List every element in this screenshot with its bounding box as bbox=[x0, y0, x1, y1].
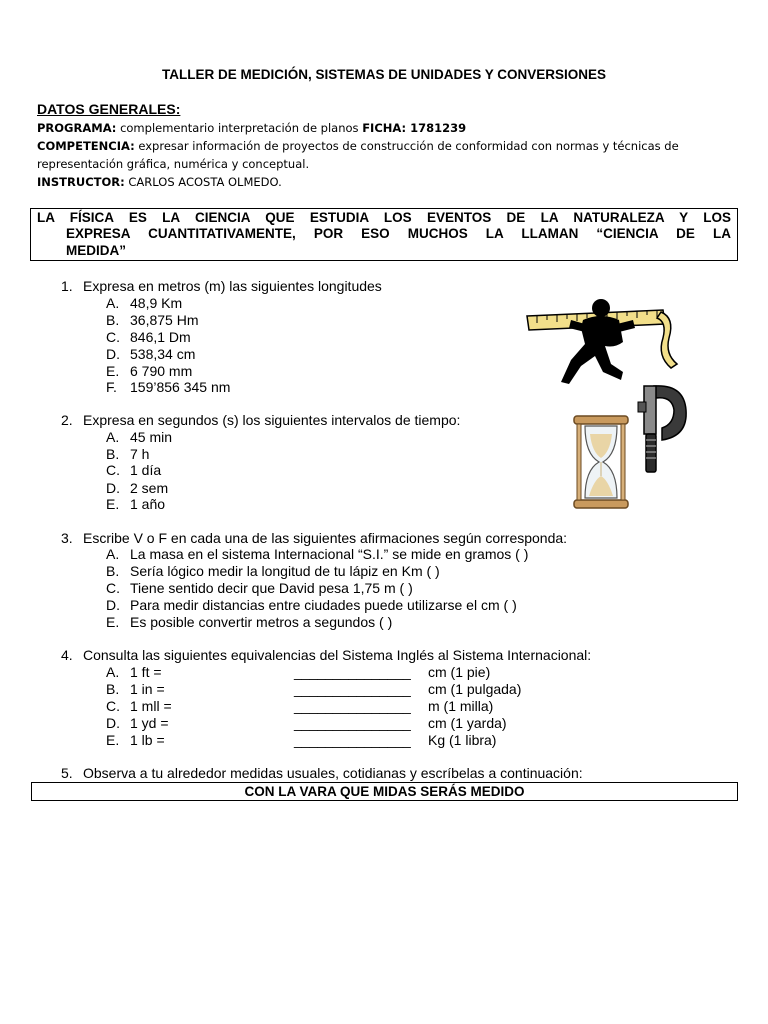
option-text: 1 mll = bbox=[130, 698, 172, 714]
question-2 bbox=[61, 412, 460, 428]
option-text: 36,875 Hm bbox=[130, 312, 199, 328]
answer-blank: _______________ bbox=[294, 698, 411, 714]
answer-blank: _______________ bbox=[294, 732, 411, 748]
question-text: Expresa en metros (m) las siguientes longitudes bbox=[83, 278, 382, 294]
question-number: 4. bbox=[61, 647, 73, 663]
option-letter: A. bbox=[106, 664, 120, 680]
option-text: La masa en el sistema Internacional “S.I.” se mide en gramos ( ) bbox=[130, 546, 529, 562]
option-letter: C. bbox=[106, 698, 120, 714]
option-letter: E. bbox=[106, 614, 120, 630]
question-text: Escribe V o F en cada una de las siguientes afirmaciones según corresponda: bbox=[83, 530, 568, 546]
definition-line-2: EXPRESA CUANTITATIVAMENTE, POR ESO MUCHOS LA LLAMAN “CIENCIA DE LA bbox=[66, 226, 731, 241]
option-text: 846,1 Dm bbox=[130, 329, 191, 345]
question-text: Observa a tu alrededor medidas usuales, cotidianas y escríbelas a continuación: bbox=[83, 765, 583, 781]
option-letter: A. bbox=[106, 295, 120, 311]
question-3 bbox=[61, 530, 567, 546]
motto-box: CON LA VARA QUE MIDAS SERÁS MEDIDO bbox=[31, 782, 738, 801]
option-letter: A. bbox=[106, 546, 120, 562]
option-text: 1 yd = bbox=[130, 715, 169, 731]
definition-line-3: MEDIDA” bbox=[66, 243, 126, 258]
option-letter: E. bbox=[106, 363, 120, 379]
option-text: 7 h bbox=[130, 446, 150, 462]
ficha-label: FICHA: 1781239 bbox=[362, 121, 467, 135]
hourglass-icon bbox=[572, 414, 630, 510]
instructor-line bbox=[37, 173, 737, 191]
competencia-text: expresar información de proyectos de construcción de conformidad con normas y técnicas de bbox=[138, 139, 679, 153]
question-number: 3. bbox=[61, 530, 73, 546]
option-text: Sería lógico medir la longitud de tu lápiz en Km ( ) bbox=[130, 563, 440, 579]
option-letter: D. bbox=[106, 715, 120, 731]
option-unit: m (1 milla) bbox=[428, 698, 494, 714]
option-letter: F. bbox=[106, 379, 117, 395]
option-letter: E. bbox=[106, 732, 120, 748]
option-letter: B. bbox=[106, 563, 120, 579]
question-number: 5. bbox=[61, 765, 73, 781]
person-carrying-tape-measure-icon bbox=[523, 298, 683, 390]
competencia-label: COMPETENCIA: bbox=[37, 139, 135, 153]
option-letter: C. bbox=[106, 462, 120, 478]
option-text: 45 min bbox=[130, 429, 173, 445]
document-title: TALLER DE MEDICIÓN, SISTEMAS DE UNIDADES Y CONVERSIONES bbox=[161, 67, 607, 82]
question-number: 2. bbox=[61, 412, 73, 428]
option-text: Es posible convertir metros a segundos ( ) bbox=[130, 614, 393, 630]
answer-blank: _______________ bbox=[294, 664, 411, 680]
question-4 bbox=[61, 647, 591, 663]
option-text: 1 día bbox=[130, 462, 162, 478]
option-unit: cm (1 yarda) bbox=[428, 715, 507, 731]
programa-label: PROGRAMA: bbox=[37, 121, 117, 135]
option-text: 6 790 mm bbox=[130, 363, 193, 379]
instructor-text: CARLOS ACOSTA OLMEDO. bbox=[128, 175, 282, 189]
option-letter: B. bbox=[106, 446, 120, 462]
option-unit: Kg (1 libra) bbox=[428, 732, 497, 748]
option-letter: E. bbox=[106, 496, 120, 512]
option-text: 48,9 Km bbox=[130, 295, 183, 311]
option-text: Tiene sentido decir que David pesa 1,75 m ( ) bbox=[130, 580, 413, 596]
physics-definition-box bbox=[30, 208, 738, 261]
option-unit: cm (1 pie) bbox=[428, 664, 491, 680]
option-letter: B. bbox=[106, 312, 120, 328]
option-text: 2 sem bbox=[130, 480, 169, 496]
option-text: 1 in = bbox=[130, 681, 165, 697]
option-text: 1 año bbox=[130, 496, 166, 512]
question-number: 1. bbox=[61, 278, 73, 294]
answer-blank: _______________ bbox=[294, 681, 411, 697]
option-letter: D. bbox=[106, 346, 120, 362]
question-5 bbox=[61, 765, 583, 781]
programa-line bbox=[37, 119, 737, 137]
datos-generales-heading: DATOS GENERALES: bbox=[37, 101, 181, 117]
micrometer-caliper-icon bbox=[632, 380, 692, 476]
competencia-line-2: representación gráfica, numérica y conceptual. bbox=[37, 157, 310, 171]
question-1 bbox=[61, 278, 382, 294]
programa-text: complementario interpretación de planos bbox=[120, 121, 359, 135]
option-letter: A. bbox=[106, 429, 120, 445]
option-letter: D. bbox=[106, 480, 120, 496]
option-text: 159’856 345 nm bbox=[130, 379, 231, 395]
option-text: 1 lb = bbox=[130, 732, 165, 748]
option-text: Para medir distancias entre ciudades puede utilizarse el cm ( ) bbox=[130, 597, 517, 613]
instructor-label: INSTRUCTOR: bbox=[37, 175, 125, 189]
option-letter: B. bbox=[106, 681, 120, 697]
option-text: 538,34 cm bbox=[130, 346, 196, 362]
option-letter: C. bbox=[106, 580, 120, 596]
option-letter: C. bbox=[106, 329, 120, 345]
question-text: Consulta las siguientes equivalencias del Sistema Inglés al Sistema Internacional: bbox=[83, 647, 592, 663]
answer-blank: _______________ bbox=[294, 715, 411, 731]
option-text: 1 ft = bbox=[130, 664, 162, 680]
option-letter: D. bbox=[106, 597, 120, 613]
question-text: Expresa en segundos (s) los siguientes intervalos de tiempo: bbox=[83, 412, 461, 428]
option-unit: cm (1 pulgada) bbox=[428, 681, 522, 697]
definition-line-1: LA FÍSICA ES LA CIENCIA QUE ESTUDIA LOS EVENTOS DE LA NATURALEZA Y LOS bbox=[37, 210, 731, 225]
competencia-line bbox=[37, 137, 737, 155]
